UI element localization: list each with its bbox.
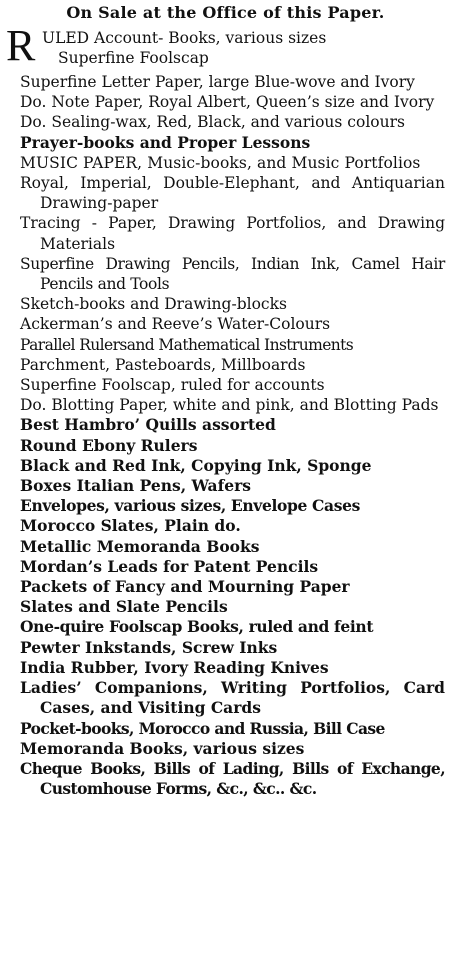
list-item: Superfine Drawing Pencils, Indian Ink, Camel Hair Pencils and Tools — [20, 254, 445, 294]
list-item: Slates and Slate Pencils — [20, 597, 228, 617]
list-item: Ackerman’s and Reeve’s Water-Colours — [20, 315, 331, 334]
list-item: Do. Note Paper, Royal Albert, Queen’s size and Ivory — [20, 93, 435, 112]
advertisement-heading: On Sale at the Office of this Paper. — [66, 3, 385, 22]
list-item: Do. Blotting Paper, white and pink, and Blotting Pads — [20, 396, 439, 415]
list-item: Mordan’s Leads for Patent Pencils — [20, 556, 319, 576]
list-item: Prayer-books and Proper Lessons — [20, 132, 311, 152]
intro-line-2: Superfine Foolscap — [58, 49, 209, 67]
list-item: Round Ebony Rulers — [20, 435, 198, 455]
list-item: One-quire Foolscap Books, ruled and feint — [20, 617, 374, 637]
list-item: Royal, Imperial, Double-Elephant, and Antiquarian Drawing-paper — [20, 174, 445, 213]
list-item: Metallic Memoranda Books — [20, 536, 260, 556]
list-item: Envelopes, various sizes, Envelope Cases — [20, 496, 360, 516]
list-item: Sketch-books and Drawing-blocks — [20, 295, 287, 314]
list-item: Superfine Letter Paper, large Blue-wove and Ivory — [20, 73, 415, 91]
list-item: Packets of Fancy and Mourning Paper — [20, 577, 350, 597]
list-item: Morocco Slates, Plain do. — [20, 516, 241, 536]
intro-block — [6, 21, 445, 72]
list-item: Cheque Books, Bills of Lading, Bills of Exchange, Customhouse Forms, &c., &c.. &c. — [20, 758, 445, 799]
list-item: Ladies’ Companions, Writing Portfolios, Card Cases, and Visiting Cards — [20, 678, 445, 718]
intro-line-1: ULED Account- Books, various sizes — [42, 29, 327, 47]
list-item: Parchment, Pasteboards, Millboards — [20, 355, 306, 374]
list-item: Pocket-books, Morocco and Russia, Bill Case — [20, 718, 385, 738]
list-item: Boxes Italian Pens, Wafers — [20, 476, 252, 496]
list-item: Black and Red Ink, Copying Ink, Sponge — [20, 455, 372, 475]
list-item: Parallel Rulersand Mathematical Instruments — [20, 335, 354, 354]
list-item: Superfine Foolscap, ruled for accounts — [20, 376, 325, 395]
list-item: MUSIC PAPER, Music-books, and Music Portfolios — [20, 153, 421, 172]
list-item: Do. Sealing-wax, Red, Black, and various colours — [20, 113, 405, 132]
item-list — [6, 72, 445, 799]
drop-cap: R — [6, 21, 36, 70]
list-item: Pewter Inkstands, Screw Inks — [20, 637, 278, 657]
list-item: Memoranda Books, various sizes — [20, 738, 305, 758]
list-item: India Rubber, Ivory Reading Knives — [20, 657, 329, 677]
list-item: Tracing - Paper, Drawing Portfolios, and Drawing Materials — [20, 214, 445, 253]
list-item: Best Hambro’ Quills assorted — [20, 415, 276, 435]
